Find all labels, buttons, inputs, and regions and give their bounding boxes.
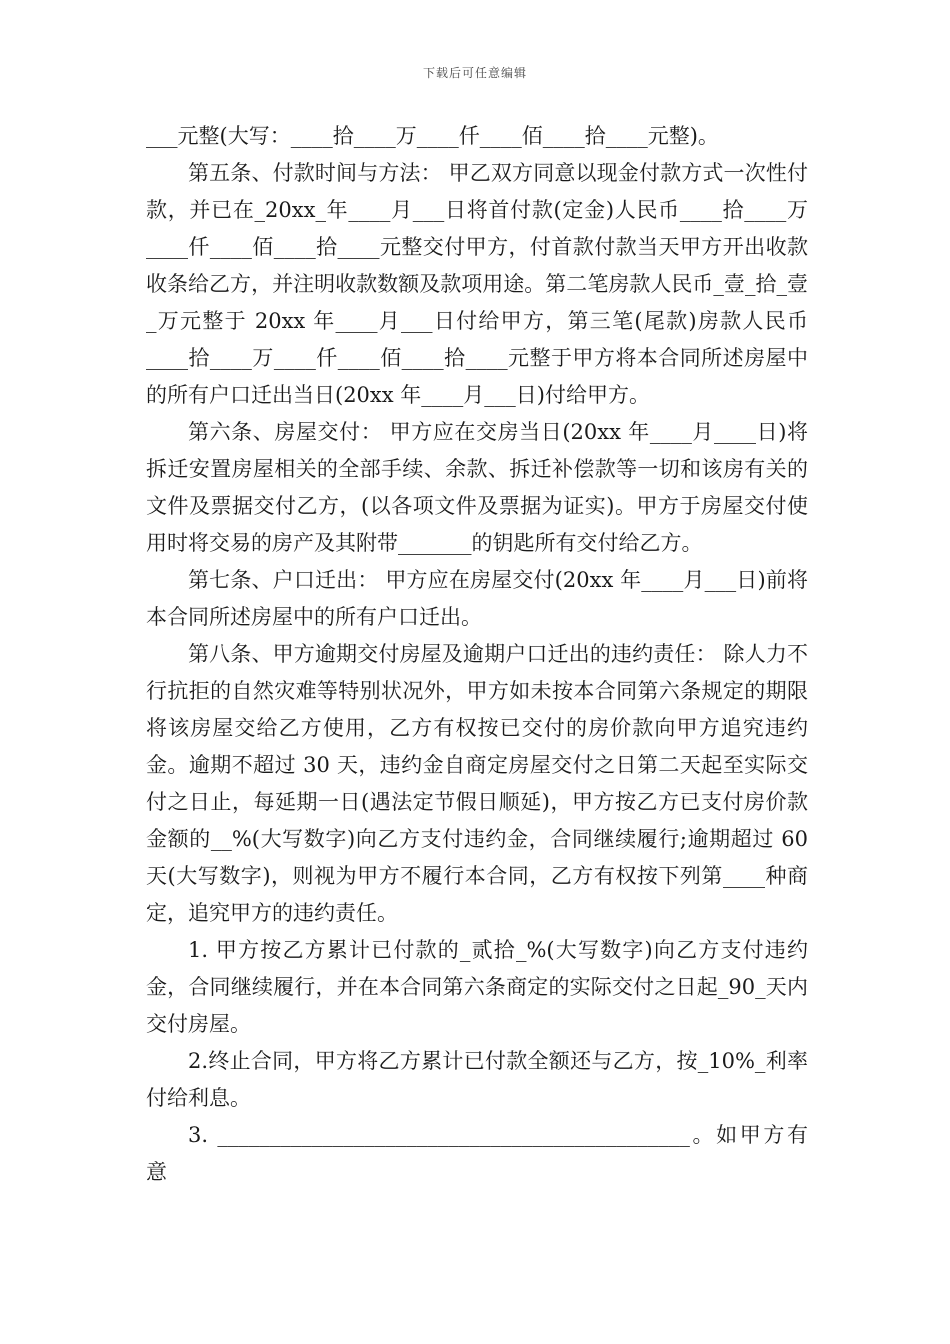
- document-body: [146, 118, 808, 1191]
- paragraph-article-8: 第八条、甲方逾期交付房屋及逾期户口迁出的违约责任： 除人力不行抗拒的自然灾难等特别状况外，甲方如未按本合同第六条规定的期限将该房屋交给乙方使用，乙方有权按已交付的房价款向甲方追究违约金。逾期不超过 30 天，违约金自商定房屋交付之日第二天起至实际交付之日止，每延期一日(遇法定节假日顺延)，甲方按乙方已支付房价款金额的__%(大写数字)向乙方支付违约金，合同继续履行;逾期超过 60 天(大写数字)，则视为甲方不履行本合同，乙方有权按下列第____种商定，追究甲方的违约责任。: [146, 642, 808, 925]
- paragraph-clause-2: 2.终止合同，甲方将乙方累计已付款全额还与乙方，按_10%_利率付给利息。: [146, 1049, 808, 1110]
- paragraph-clause-3: 3. _____________________________________________。如甲方有意: [146, 1123, 808, 1184]
- paragraph-article-7: 第七条、户口迁出： 甲方应在房屋交付(20xx 年____月___日)前将本合同所述房屋中的所有户口迁出。: [146, 568, 808, 629]
- page-header: 下载后可任意编辑: [422, 66, 527, 80]
- paragraph-continuation: ___元整(大写：____拾____万____仟____佰____拾____元整)。: [146, 124, 719, 148]
- paragraph-clause-1: 1. 甲方按乙方累计已付款的_贰拾_%(大写数字)向乙方支付违约金，合同继续履行，并在本合同第六条商定的实际交付之日起_90_天内交付房屋。: [146, 938, 808, 1036]
- paragraph-article-6: 第六条、房屋交付： 甲方应在交房当日(20xx 年____月____日)将拆迁安置房屋相关的全部手续、余款、拆迁补偿款等一切和该房有关的文件及票据交付乙方，(以各项文件及票据为证实)。甲方于房屋交付使用时将交易的房产及其附带_______的钥匙所有交付给乙方。: [146, 420, 808, 555]
- paragraph-article-5: 第五条、付款时间与方法： 甲乙双方同意以现金付款方式一次性付款，并已在_20xx_年____月___日将首付款(定金)人民币____拾____万____仟____佰____拾____元整交付甲方，付首款付款当天甲方开出收款收条给乙方，并注明收款数额及款项用途。第二笔房款人民币_壹_拾_壹_万元整于 20xx 年____月___日付给甲方，第三笔(尾款)房款人民币____拾____万____仟____佰____拾____元整于甲方将本合同所述房屋中的所有户口迁出当日(20xx 年____月___日)付给甲方。: [146, 161, 808, 407]
